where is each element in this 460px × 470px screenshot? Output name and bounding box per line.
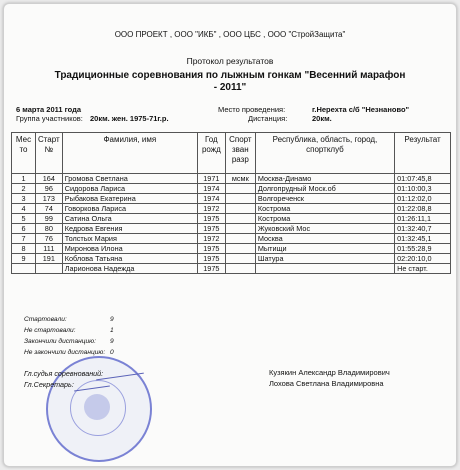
stat-finished-value: 9 xyxy=(110,338,114,345)
name-cell: Миронова Илона xyxy=(62,244,197,254)
stat-started-label: Стартовали: xyxy=(24,316,67,323)
place-cell: 1 xyxy=(12,174,36,184)
table-row xyxy=(12,244,451,254)
place-cell: 7 xyxy=(12,234,36,244)
rank-cell xyxy=(225,214,255,224)
birth-year-cell: 1974 xyxy=(197,184,225,194)
results-table xyxy=(11,132,451,274)
stat-finished-label: Закончили дистанцию: xyxy=(24,338,96,345)
rank-cell xyxy=(225,234,255,244)
start-number-cell xyxy=(35,264,62,274)
secretary-name: Лохова Светлана Владимировна xyxy=(269,379,384,388)
place-cell: 6 xyxy=(12,224,36,234)
table-row xyxy=(12,204,451,214)
venue-label: Место проведения: xyxy=(218,105,286,114)
distance-value: 20км. xyxy=(312,114,332,123)
place-cell: 3 xyxy=(12,194,36,204)
table-row xyxy=(12,234,451,244)
rank-cell xyxy=(225,244,255,254)
judge-label: Гл.судья соревнований: xyxy=(24,369,104,378)
distance-label: Дистанция: xyxy=(248,114,288,123)
stat-not-finished-label: Не закончили дистанцию: xyxy=(24,349,106,356)
col-header-start-number: Старт № xyxy=(35,133,62,174)
birth-year-cell: 1975 xyxy=(197,244,225,254)
result-cell: 01:10:00,3 xyxy=(395,184,451,194)
place-cell: 5 xyxy=(12,214,36,224)
club-cell: Волгореченск xyxy=(255,194,394,204)
result-cell: 01:32:45,1 xyxy=(395,234,451,244)
start-number-cell: 173 xyxy=(35,194,62,204)
place-cell: 9 xyxy=(12,254,36,264)
start-number-cell: 99 xyxy=(35,214,62,224)
table-row xyxy=(12,264,451,274)
club-cell: Долгопрудный Моск.об xyxy=(255,184,394,194)
rank-cell xyxy=(225,204,255,214)
club-cell: Шатура xyxy=(255,254,394,264)
stamp-emblem-icon xyxy=(84,394,110,420)
birth-year-cell: 1972 xyxy=(197,204,225,214)
result-cell: 01:55:28,9 xyxy=(395,244,451,254)
col-header-result: Результат xyxy=(395,133,451,174)
table-row xyxy=(12,224,451,234)
result-cell: 01:22:08,8 xyxy=(395,204,451,214)
table-row xyxy=(12,194,451,204)
club-cell: Москва-Динамо xyxy=(255,174,394,184)
event-date: 6 марта 2011 года xyxy=(16,105,82,114)
col-header-name: Фамилия, имя xyxy=(62,133,197,174)
result-cell: 01:32:40,7 xyxy=(395,224,451,234)
stat-not-started-value: 1 xyxy=(110,327,114,334)
birth-year-cell: 1975 xyxy=(197,254,225,264)
start-number-cell: 76 xyxy=(35,234,62,244)
result-cell: 01:12:02,0 xyxy=(395,194,451,204)
table-row xyxy=(12,184,451,194)
place-cell: 2 xyxy=(12,184,36,194)
organizers-line: ООО ПРОЕКТ , ООО "ИКБ" , ООО ЦБС , ООО "СтройЗащита" xyxy=(114,30,346,39)
club-cell: Кострома xyxy=(255,204,394,214)
stat-started-value: 9 xyxy=(110,316,114,323)
col-header-sport-rank: Спорт зван разр xyxy=(225,133,255,174)
table-row xyxy=(12,254,451,264)
name-cell: Рыбакова Екатерина xyxy=(62,194,197,204)
venue-value: г.Нерехта с/б "Незнаново" xyxy=(312,105,410,114)
rank-cell: мсмк xyxy=(225,174,255,184)
club-cell: Мытищи xyxy=(255,244,394,254)
start-number-cell: 191 xyxy=(35,254,62,264)
rank-cell xyxy=(225,194,255,204)
club-cell: Жуковский Мос xyxy=(255,224,394,234)
group-value: 20км. жен. 1975-71г.р. xyxy=(90,114,169,123)
rank-cell xyxy=(225,264,255,274)
start-number-cell: 96 xyxy=(35,184,62,194)
start-number-cell: 111 xyxy=(35,244,62,254)
birth-year-cell: 1974 xyxy=(197,194,225,204)
place-cell: 4 xyxy=(12,204,36,214)
start-number-cell: 80 xyxy=(35,224,62,234)
col-header-place: Мес то xyxy=(12,133,36,174)
group-label: Группа участников: xyxy=(16,114,83,123)
result-cell: 02:20:10,0 xyxy=(395,254,451,264)
birth-year-cell: 1975 xyxy=(197,224,225,234)
results-header-row xyxy=(12,133,451,174)
club-cell xyxy=(255,264,394,274)
name-cell: Коблова Татьяна xyxy=(62,254,197,264)
name-cell: Говоркова Лариса xyxy=(62,204,197,214)
club-cell: Кострома xyxy=(255,214,394,224)
result-cell: Не старт. xyxy=(395,264,451,274)
col-header-birth-year: Год рожд xyxy=(197,133,225,174)
name-cell: Сатина Ольга xyxy=(62,214,197,224)
birth-year-cell: 1972 xyxy=(197,234,225,244)
stat-not-started-label: Не стартовали: xyxy=(24,327,76,334)
result-cell: 01:26:11,1 xyxy=(395,214,451,224)
secretary-label: Гл.Секретарь: xyxy=(24,380,74,389)
place-cell: 8 xyxy=(12,244,36,254)
birth-year-cell: 1975 xyxy=(197,264,225,274)
event-title: Традиционные соревнования по лыжным гонкам "Весенний марафон - 2011" xyxy=(54,70,406,93)
name-cell: Громова Светлана xyxy=(62,174,197,184)
name-cell: Толстых Мария xyxy=(62,234,197,244)
protocol-heading: Протокол результатов xyxy=(186,56,274,66)
name-cell: Ларионова Надежда xyxy=(62,264,197,274)
rank-cell xyxy=(225,224,255,234)
birth-year-cell: 1975 xyxy=(197,214,225,224)
rank-cell xyxy=(225,184,255,194)
place-cell xyxy=(12,264,36,274)
club-cell: Москва xyxy=(255,234,394,244)
result-cell: 01:07:45,8 xyxy=(395,174,451,184)
start-number-cell: 74 xyxy=(35,204,62,214)
judge-name: Кузякин Александр Владимирович xyxy=(269,368,390,377)
stat-not-finished-value: 0 xyxy=(110,349,114,356)
rank-cell xyxy=(225,254,255,264)
name-cell: Кедрова Евгения xyxy=(62,224,197,234)
start-number-cell: 164 xyxy=(35,174,62,184)
col-header-club: Республика, область, город, спортклуб xyxy=(255,133,394,174)
table-row xyxy=(12,174,451,184)
name-cell: Сидорова Лариса xyxy=(62,184,197,194)
table-row xyxy=(12,214,451,224)
protocol-document xyxy=(3,3,457,467)
birth-year-cell: 1971 xyxy=(197,174,225,184)
